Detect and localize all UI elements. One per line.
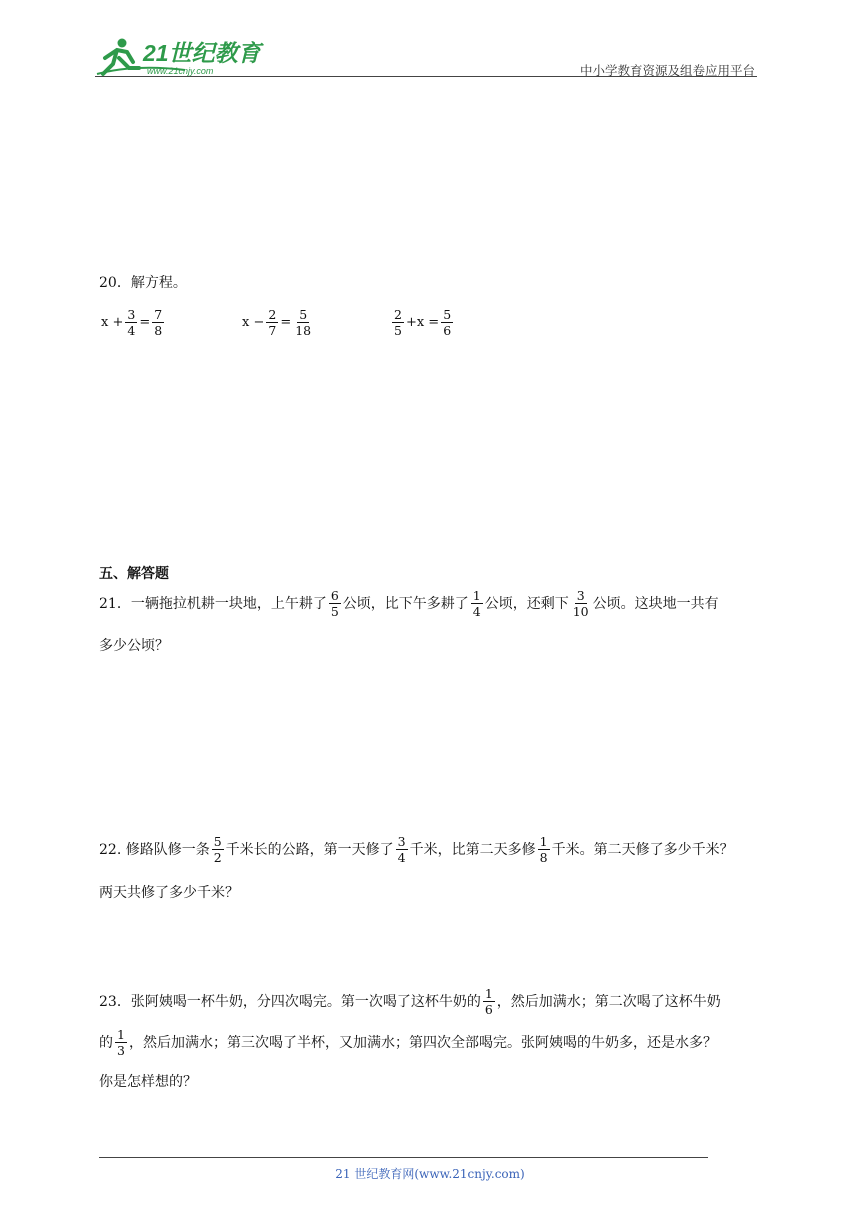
q20-title: 20．解方程。 <box>99 275 187 291</box>
logo-text: 21世纪教育 <box>143 40 261 66</box>
q22-line-2: 两天共修了多少千米？ <box>99 885 239 901</box>
q21-line-2: 多少公顷？ <box>99 638 169 654</box>
q20-equation-1: x + $\frac{3}{4}$ = $\frac{7}{8}$ <box>101 307 163 338</box>
header-divider <box>95 76 757 77</box>
footer-divider <box>99 1157 708 1158</box>
logo-url: www.21cnjy.com <box>147 66 214 76</box>
q21-line-1: 21．一辆拖拉机耕一块地，上午耕了 $\frac{6}{5}$ 公顷，比下午多耕了 $\frac{1}{4}$ 公顷，还剩下 $\frac{3}{10}$ 公顷。这块地一共有 <box>99 588 719 619</box>
footer-text: 21 世纪教育网(www.21cnjy.com) <box>335 1167 525 1181</box>
q22-line-1: 22. 修路队修一条 $\frac{5}{2}$ 千米长的公路，第一天修了 $\frac{3}{4}$ 千米，比第二天多修 $\frac{1}{8}$ 千米。第二天修了多少千米？ <box>99 834 734 865</box>
header-platform-text: 中小学教育资源及组卷应用平台 <box>579 63 755 78</box>
site-logo <box>95 34 265 80</box>
q23-line-2: 的 $\frac{1}{3}$ ，然后加满水；第三次喝了半杯，又加满水；第四次全部喝完。张阿姨喝的牛奶多，还是水多？ <box>99 1027 717 1058</box>
q23-line-1: 23．张阿姨喝一杯牛奶，分四次喝完。第一次喝了这杯牛奶的 $\frac{1}{6}$ ，然后加满水；第二次喝了这杯牛奶 <box>99 986 721 1017</box>
section-title: 五、解答题 <box>99 566 169 582</box>
q20-equation-3: $\frac{2}{5}$ +x = $\frac{5}{6}$ <box>394 307 452 338</box>
q20-equation-2: x − $\frac{2}{7}$ = $\frac{5}{18}$ <box>242 307 312 338</box>
q23-line-3: 你是怎样想的？ <box>99 1074 197 1090</box>
